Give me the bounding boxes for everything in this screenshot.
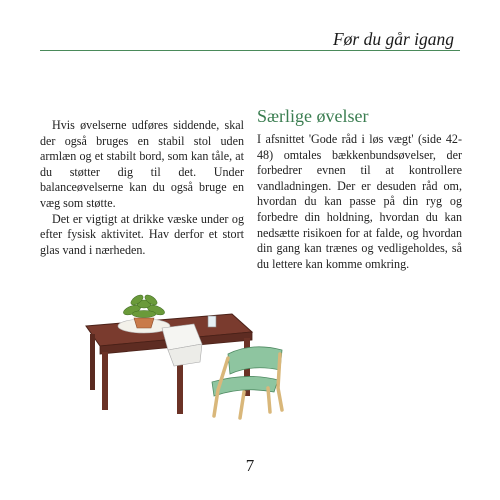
running-header-title: Før du går igang [332, 29, 454, 49]
water-glass [208, 316, 216, 327]
left-paragraph-2: Det er vigtigt at drikke væske under og efter fysisk aktivitet. Hav derfor et stort glas vand i nærheden. [40, 211, 244, 257]
illustration-svg [82, 284, 308, 420]
page-number: 7 [245, 456, 255, 475]
table-chair-plant-illustration [82, 284, 308, 420]
left-paragraph-1: Hvis øvelserne udføres siddende, skal der også bruges en stabil stol uden armlæn og et stabilt bord, som kan tåle, at du støtter dig til det. Under balanceøvelserne kan du også bruge en væg som støtte. [40, 118, 244, 210]
right-paragraph-1: I afsnittet 'Gode råd i løs vægt' (side 42-48) omtales bækkenbundsøvelser, der forbedrer evnen til at kontrollere vandladningen. Der er desuden råd om, hvordan du kan passe på din ryg og forbedre din holdning, hvordan du kan nedsætte risikoen for at falde, og hvordan din gang kan trænes og vedligeholdes, så du lettere kan komme omkring. [257, 132, 462, 271]
plant-pot [134, 318, 154, 328]
chair-back [228, 347, 282, 374]
header-rule [40, 50, 460, 51]
section-heading: Særlige øvelser [257, 106, 369, 126]
left-column [40, 118, 244, 258]
plant-leaves [122, 293, 166, 317]
table-leg [90, 334, 95, 390]
table-leg [102, 352, 108, 410]
right-column [257, 106, 462, 272]
